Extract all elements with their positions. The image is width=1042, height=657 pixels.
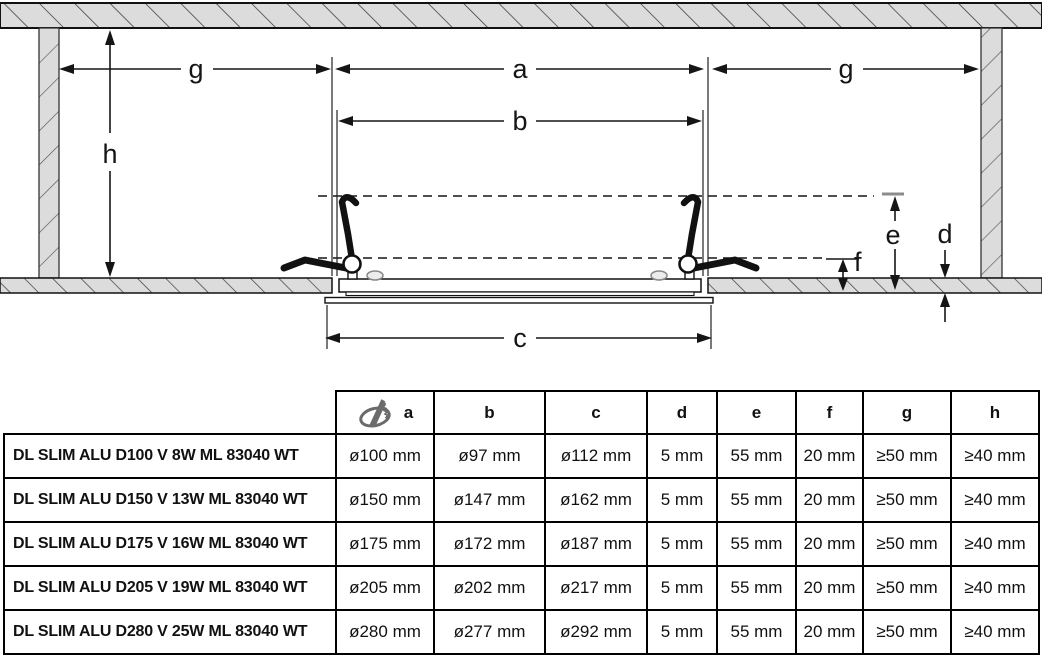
dimension-c xyxy=(325,323,712,353)
value-g: ≥50 mm xyxy=(863,610,951,654)
value-c: ø217 mm xyxy=(545,566,647,610)
value-c: ø112 mm xyxy=(545,434,647,478)
product-name: DL SLIM ALU D280 V 25W ML 83040 WT xyxy=(4,610,336,654)
dim-label-f: f xyxy=(854,247,862,277)
value-b: ø277 mm xyxy=(434,610,545,654)
dim-label-b: b xyxy=(512,106,528,136)
dimension-spec-table xyxy=(3,390,1040,655)
extension-lines xyxy=(327,57,711,349)
value-a: ø175 mm xyxy=(336,522,434,566)
value-f: 20 mm xyxy=(796,478,863,522)
value-a: ø280 mm xyxy=(336,610,434,654)
hole-saw-icon xyxy=(357,397,397,429)
product-name: DL SLIM ALU D205 V 19W ML 83040 WT xyxy=(4,566,336,610)
header-col-b: b xyxy=(434,391,545,434)
table-corner-blank xyxy=(4,391,336,434)
product-name: DL SLIM ALU D100 V 8W ML 83040 WT xyxy=(4,434,336,478)
dim-label-c: c xyxy=(513,323,527,353)
table-row xyxy=(4,610,1039,654)
header-col-a xyxy=(336,391,434,434)
value-h: ≥40 mm xyxy=(951,566,1039,610)
dim-label-h: h xyxy=(102,139,118,169)
product-name: DL SLIM ALU D150 V 13W ML 83040 WT xyxy=(4,478,336,522)
value-d: 5 mm xyxy=(647,478,717,522)
value-c: ø187 mm xyxy=(545,522,647,566)
downlight-fixture xyxy=(284,197,756,303)
value-b: ø147 mm xyxy=(434,478,545,522)
value-f: 20 mm xyxy=(796,522,863,566)
value-d: 5 mm xyxy=(647,610,717,654)
value-e: 55 mm xyxy=(717,478,796,522)
value-h: ≥40 mm xyxy=(951,610,1039,654)
reference-lines xyxy=(318,194,904,259)
header-col-f: f xyxy=(796,391,863,434)
dimension-b xyxy=(338,106,702,136)
dimension-a xyxy=(335,54,704,84)
header-label-a: a xyxy=(403,402,414,422)
value-g: ≥50 mm xyxy=(863,434,951,478)
value-b: ø97 mm xyxy=(434,434,545,478)
value-g: ≥50 mm xyxy=(863,478,951,522)
value-e: 55 mm xyxy=(717,610,796,654)
fixture-housing xyxy=(339,279,701,292)
value-a: ø100 mm xyxy=(336,434,434,478)
screw-left xyxy=(367,271,383,280)
value-g: ≥50 mm xyxy=(863,522,951,566)
value-b: ø202 mm xyxy=(434,566,545,610)
value-a: ø150 mm xyxy=(336,478,434,522)
value-e: 55 mm xyxy=(717,566,796,610)
spring-clip-right xyxy=(680,197,757,272)
dimension-e xyxy=(885,196,900,290)
dimension-g-left xyxy=(59,54,331,84)
value-g: ≥50 mm xyxy=(863,566,951,610)
value-f: 20 mm xyxy=(796,566,863,610)
product-name: DL SLIM ALU D175 V 16W ML 83040 WT xyxy=(4,522,336,566)
header-col-c: c xyxy=(545,391,647,434)
fixture-trim xyxy=(325,298,713,304)
dimension-d xyxy=(937,219,952,322)
screw-right xyxy=(651,271,667,280)
value-f: 20 mm xyxy=(796,610,863,654)
value-e: 55 mm xyxy=(717,434,796,478)
dim-label-d: d xyxy=(937,219,953,249)
header-col-g: g xyxy=(863,391,951,434)
table-row xyxy=(4,522,1039,566)
value-c: ø162 mm xyxy=(545,478,647,522)
value-b: ø172 mm xyxy=(434,522,545,566)
header-col-d: d xyxy=(647,391,717,434)
value-d: 5 mm xyxy=(647,522,717,566)
value-e: 55 mm xyxy=(717,522,796,566)
table-row xyxy=(4,434,1039,478)
value-d: 5 mm xyxy=(647,434,717,478)
table-row xyxy=(4,478,1039,522)
spring-clip-left xyxy=(284,197,361,272)
dimension-g-right xyxy=(712,54,979,84)
dim-label-g-left: g xyxy=(188,54,204,84)
value-h: ≥40 mm xyxy=(951,522,1039,566)
dim-label-e: e xyxy=(885,220,901,250)
table-row xyxy=(4,566,1039,610)
value-h: ≥40 mm xyxy=(951,434,1039,478)
header-col-e: e xyxy=(717,391,796,434)
fixture-step xyxy=(346,292,694,296)
value-h: ≥40 mm xyxy=(951,478,1039,522)
value-d: 5 mm xyxy=(647,566,717,610)
header-col-h: h xyxy=(951,391,1039,434)
dim-label-g-right: g xyxy=(838,54,854,84)
dim-label-a: a xyxy=(512,54,528,84)
value-a: ø205 mm xyxy=(336,566,434,610)
dimension-h xyxy=(102,30,117,277)
value-c: ø292 mm xyxy=(545,610,647,654)
value-f: 20 mm xyxy=(796,434,863,478)
